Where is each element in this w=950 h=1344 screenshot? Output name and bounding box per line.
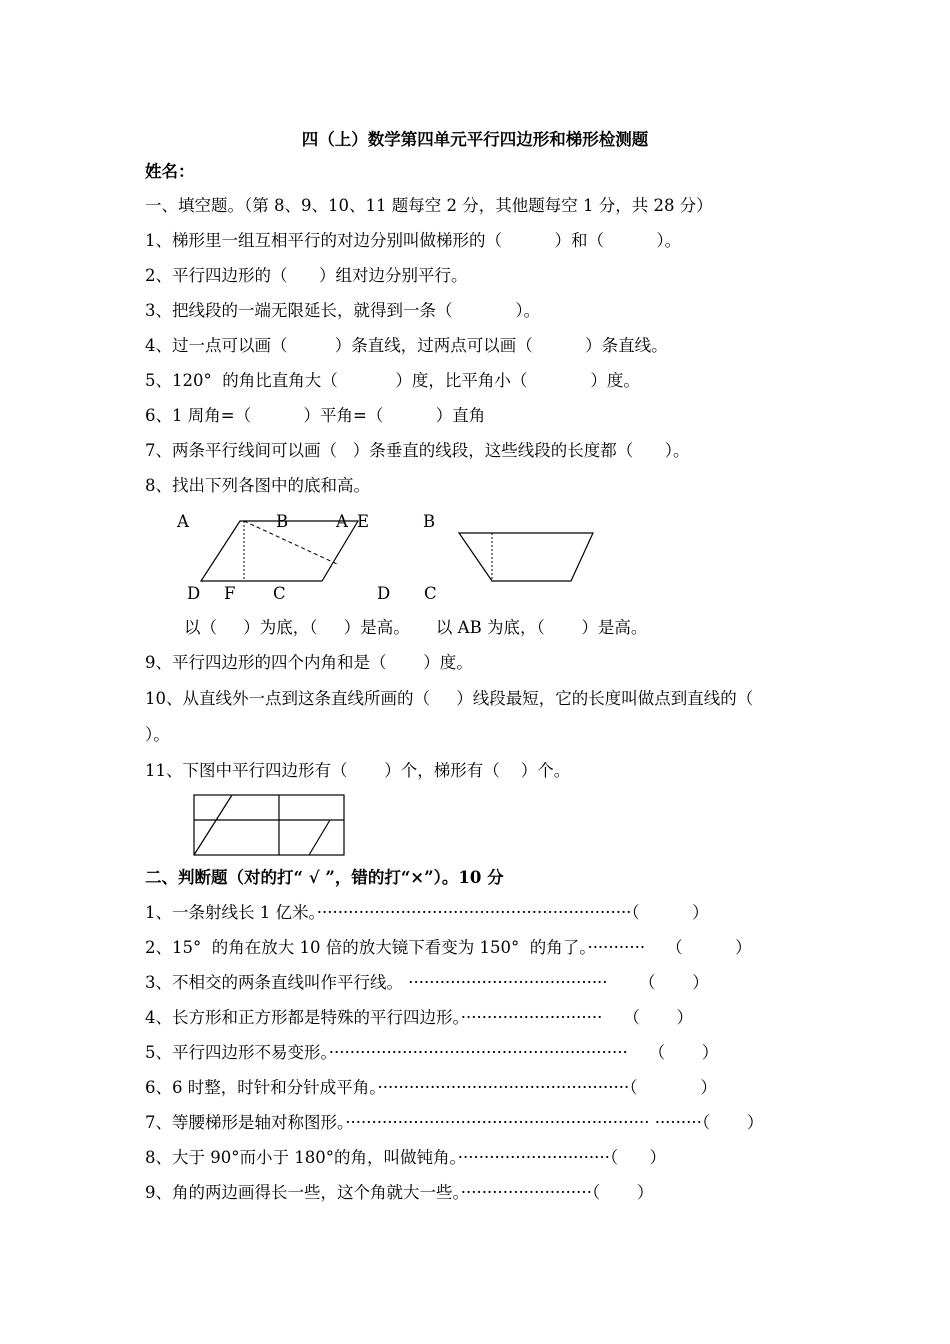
question-1-3: 3、把线段的一端无限延长，就得到一条（ ）。 xyxy=(145,301,541,320)
question-1-1: 1、梯形里一组互相平行的对边分别叫做梯形的（ ）和（ ）。 xyxy=(145,231,682,250)
question-2-2: 2、15° 的角在放大 10 倍的放大镜下看变为 150° 的角了。··········· （ ） xyxy=(145,938,752,957)
section2-header: 二、判断题（对的打“ √ ”，错的打“×”）。10 分 xyxy=(145,868,504,887)
question-1-5: 5、120° 的角比直角大（ ）度，比平角小（ ）度。 xyxy=(145,371,640,390)
question-1-2: 2、平行四边形的（ ）组对边分别平行。 xyxy=(145,266,468,285)
trapezoid-shape xyxy=(459,533,593,581)
question-1-4: 4、过一点可以画（ ）条直线，过两点可以画（ ）条直线。 xyxy=(145,336,668,355)
question-2-7: 7、等腰梯形是轴对称图形。·························································· ·········（ ） xyxy=(145,1113,764,1132)
label-para-C: C xyxy=(273,584,286,603)
label-trap-D: D xyxy=(377,584,391,603)
label-trap-C: C xyxy=(424,584,437,603)
question-2-1: 1、一条射线长 1 亿米。····························································（ ） xyxy=(145,903,709,922)
question-2-8: 8、大于 90°而小于 180°的角，叫做钝角。·····························（ ） xyxy=(145,1148,667,1167)
question-1-8: 8、找出下列各图中的底和高。 xyxy=(145,476,370,495)
question-1-10-line1: 10、从直线外一点到这条直线所画的（ ）线段最短，它的长度叫做点到直线的（ xyxy=(145,689,754,708)
label-para-F: F xyxy=(224,584,236,603)
question-8-answer: 以（ ）为底，（ ）是高。 以 AB 为底，（ ）是高。 xyxy=(184,618,648,637)
grid-figure-border xyxy=(194,795,344,855)
label-trap-A: A xyxy=(336,512,348,531)
question-1-9: 9、平行四边形的四个内角和是（ ）度。 xyxy=(145,653,473,672)
label-para-E: E xyxy=(357,512,370,531)
question-1-6: 6、1 周角=（ ）平角=（ ）直角 xyxy=(145,406,486,425)
grid-slant-line-left xyxy=(194,795,232,855)
name-label: 姓名： xyxy=(145,162,195,181)
question-2-6: 6、6 时整，时针和分针成平角。················································（ ） xyxy=(145,1078,717,1097)
question-2-4: 4、长方形和正方形都是特殊的平行四边形。··························· （ ） xyxy=(145,1008,694,1027)
label-trap-B: B xyxy=(423,512,436,531)
grid-slant-line-right xyxy=(309,820,330,855)
question-1-7: 7、两条平行线间可以画（ ）条垂直的线段，这些线段的长度都（ ）。 xyxy=(145,441,690,460)
page-title: 四（上）数学第四单元平行四边形和梯形检测题 xyxy=(301,130,649,149)
label-para-A: A xyxy=(177,512,189,531)
label-para-D: D xyxy=(187,584,201,603)
question-2-3: 3、不相交的两条直线叫作平行线。 ······································ （ ） xyxy=(145,973,709,992)
question-2-9: 9、角的两边画得长一些，这个角就大一些。·························（ ） xyxy=(145,1183,654,1202)
label-para-B: B xyxy=(276,512,289,531)
section1-header: 一、填空题。（第 8、9、10、11 题每空 2 分，其他题每空 1 分，共 28 分） xyxy=(145,196,713,215)
question-1-10-line2: ）。 xyxy=(145,725,170,744)
parallelogram-diagonal-line xyxy=(244,521,337,564)
question-2-5: 5、平行四边形不易变形。························································· （ ） xyxy=(145,1043,719,1062)
question-1-11: 11、下图中平行四边形有（ ）个，梯形有（ ）个。 xyxy=(145,761,571,780)
